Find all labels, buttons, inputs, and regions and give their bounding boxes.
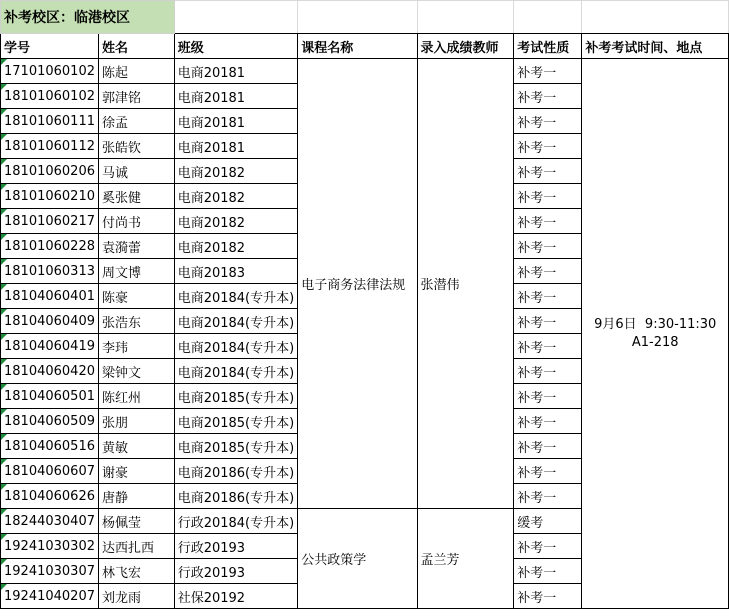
class-cell[interactable]: 电商20183	[174, 259, 298, 284]
header-row	[1, 34, 729, 59]
header-exam-type[interactable]: 考试性质	[514, 34, 582, 59]
exam-type-cell[interactable]: 补考一	[514, 134, 582, 159]
student-name-cell[interactable]: 袁漪蕾	[98, 234, 174, 259]
header-teacher[interactable]: 录入成绩教师	[417, 34, 514, 59]
class-cell[interactable]: 社保20192	[174, 584, 298, 609]
blank-cell[interactable]	[298, 1, 417, 34]
course-cell[interactable]: 公共政策学	[298, 509, 417, 609]
student-name-cell[interactable]: 林飞宏	[98, 559, 174, 584]
exam-type-cell[interactable]: 补考一	[514, 59, 582, 84]
exam-type-cell[interactable]: 补考一	[514, 259, 582, 284]
exam-time-place-cell[interactable]	[582, 59, 729, 609]
student-id-cell[interactable]: 18104060420	[1, 359, 99, 384]
class-cell[interactable]: 电商20181	[174, 134, 298, 159]
student-id-cell[interactable]: 18101060210	[1, 184, 99, 209]
exam-type-cell[interactable]: 补考一	[514, 534, 582, 559]
exam-type-cell[interactable]: 补考一	[514, 234, 582, 259]
student-id-cell[interactable]: 18101060228	[1, 234, 99, 259]
student-id-cell[interactable]: 19241030302	[1, 534, 99, 559]
class-cell[interactable]: 电商20182	[174, 184, 298, 209]
student-id-cell[interactable]: 18104060419	[1, 334, 99, 359]
class-cell[interactable]: 电商20181	[174, 59, 298, 84]
student-id-cell[interactable]: 18101060112	[1, 134, 99, 159]
exam-type-cell[interactable]: 补考一	[514, 109, 582, 134]
student-name-cell[interactable]: 达西扎西	[98, 534, 174, 559]
student-name-cell[interactable]: 杨佩莹	[98, 509, 174, 534]
exam-type-cell[interactable]: 补考一	[514, 209, 582, 234]
student-id-cell[interactable]: 18104060401	[1, 284, 99, 309]
exam-type-cell[interactable]: 补考一	[514, 584, 582, 609]
exam-type-cell[interactable]: 补考一	[514, 159, 582, 184]
header-exam-time-place[interactable]: 补考考试时间、地点	[582, 34, 729, 59]
student-name-cell[interactable]: 张浩东	[98, 309, 174, 334]
header-class[interactable]: 班级	[174, 34, 298, 59]
class-cell[interactable]: 行政20193	[174, 559, 298, 584]
class-cell[interactable]: 电商20185(专升本)	[174, 409, 298, 434]
student-id-cell[interactable]: 18101060206	[1, 159, 99, 184]
class-cell[interactable]: 电商20184(专升本)	[174, 359, 298, 384]
exam-type-cell[interactable]: 补考一	[514, 384, 582, 409]
blank-cell[interactable]	[514, 1, 582, 34]
class-cell[interactable]: 电商20182	[174, 159, 298, 184]
student-name-cell[interactable]: 张皓钦	[98, 134, 174, 159]
student-name-cell[interactable]: 陈红州	[98, 384, 174, 409]
student-name-cell[interactable]: 郭津铭	[98, 84, 174, 109]
class-cell[interactable]: 电商20181	[174, 109, 298, 134]
student-id-cell[interactable]: 19241040207	[1, 584, 99, 609]
student-id-cell[interactable]: 18104060516	[1, 434, 99, 459]
class-cell[interactable]: 电商20185(专升本)	[174, 434, 298, 459]
student-id-cell[interactable]: 18101060111	[1, 109, 99, 134]
class-cell[interactable]: 电商20186(专升本)	[174, 484, 298, 509]
exam-type-cell[interactable]: 补考一	[514, 84, 582, 109]
student-id-cell[interactable]: 18101060102	[1, 84, 99, 109]
student-name-cell[interactable]: 陈起	[98, 59, 174, 84]
exam-type-cell[interactable]: 补考一	[514, 334, 582, 359]
class-cell[interactable]: 电商20184(专升本)	[174, 284, 298, 309]
student-name-cell[interactable]: 马诚	[98, 159, 174, 184]
teacher-cell[interactable]: 孟兰芳	[417, 509, 514, 609]
header-student-id[interactable]: 学号	[1, 34, 99, 59]
student-name-cell[interactable]: 徐孟	[98, 109, 174, 134]
student-id-cell[interactable]: 18104060626	[1, 484, 99, 509]
student-id-cell[interactable]: 18104060501	[1, 384, 99, 409]
table-row	[1, 59, 729, 84]
blank-cell[interactable]	[582, 1, 729, 34]
student-name-cell[interactable]: 奚张健	[98, 184, 174, 209]
class-cell[interactable]: 电商20182	[174, 209, 298, 234]
student-id-cell[interactable]: 17101060102	[1, 59, 99, 84]
class-cell[interactable]: 行政20193	[174, 534, 298, 559]
course-cell[interactable]: 电子商务法律法规	[298, 59, 417, 509]
student-name-cell[interactable]: 谢豪	[98, 459, 174, 484]
exam-type-cell[interactable]: 补考一	[514, 484, 582, 509]
student-id-cell[interactable]: 18104060409	[1, 309, 99, 334]
class-cell[interactable]: 电商20184(专升本)	[174, 334, 298, 359]
exam-type-cell[interactable]: 补考一	[514, 184, 582, 209]
class-cell[interactable]: 电商20181	[174, 84, 298, 109]
exam-type-cell[interactable]: 补考一	[514, 309, 582, 334]
exam-type-cell[interactable]: 补考一	[514, 559, 582, 584]
teacher-cell[interactable]: 张潜伟	[417, 59, 514, 509]
student-name-cell[interactable]: 张朋	[98, 409, 174, 434]
campus-title[interactable]: 补考校区：临港校区	[1, 1, 175, 34]
exam-type-cell[interactable]: 补考一	[514, 284, 582, 309]
class-cell[interactable]: 电商20185(专升本)	[174, 384, 298, 409]
class-cell[interactable]: 行政20184(专升本)	[174, 509, 298, 534]
student-id-cell[interactable]: 19241030307	[1, 559, 99, 584]
exam-type-cell[interactable]: 补考一	[514, 459, 582, 484]
student-name-cell[interactable]: 唐静	[98, 484, 174, 509]
blank-cell[interactable]	[174, 1, 298, 34]
exam-type-cell[interactable]: 补考一	[514, 409, 582, 434]
exam-type-cell[interactable]: 缓考	[514, 509, 582, 534]
blank-cell[interactable]	[417, 1, 514, 34]
student-name-cell[interactable]: 刘龙雨	[98, 584, 174, 609]
student-name-cell[interactable]: 梁钟文	[98, 359, 174, 384]
exam-type-cell[interactable]: 补考一	[514, 359, 582, 384]
header-course[interactable]: 课程名称	[298, 34, 417, 59]
student-name-cell[interactable]: 陈豪	[98, 284, 174, 309]
student-name-cell[interactable]: 黄敏	[98, 434, 174, 459]
exam-time: 9月6日 9:30-11:30	[594, 316, 717, 332]
student-id-cell[interactable]: 18104060607	[1, 459, 99, 484]
student-id-cell[interactable]: 18101060217	[1, 209, 99, 234]
student-name-cell[interactable]: 周文博	[98, 259, 174, 284]
header-name[interactable]: 姓名	[98, 34, 174, 59]
class-cell[interactable]: 电商20182	[174, 234, 298, 259]
exam-place: A1-218	[631, 334, 679, 350]
student-id-cell[interactable]: 18101060313	[1, 259, 99, 284]
class-cell[interactable]: 电商20184(专升本)	[174, 309, 298, 334]
class-cell[interactable]: 电商20186(专升本)	[174, 459, 298, 484]
student-id-cell[interactable]: 18244030407	[1, 509, 99, 534]
student-id-cell[interactable]: 18104060509	[1, 409, 99, 434]
student-name-cell[interactable]: 付尚书	[98, 209, 174, 234]
student-name-cell[interactable]: 李玮	[98, 334, 174, 359]
exam-type-cell[interactable]: 补考一	[514, 434, 582, 459]
